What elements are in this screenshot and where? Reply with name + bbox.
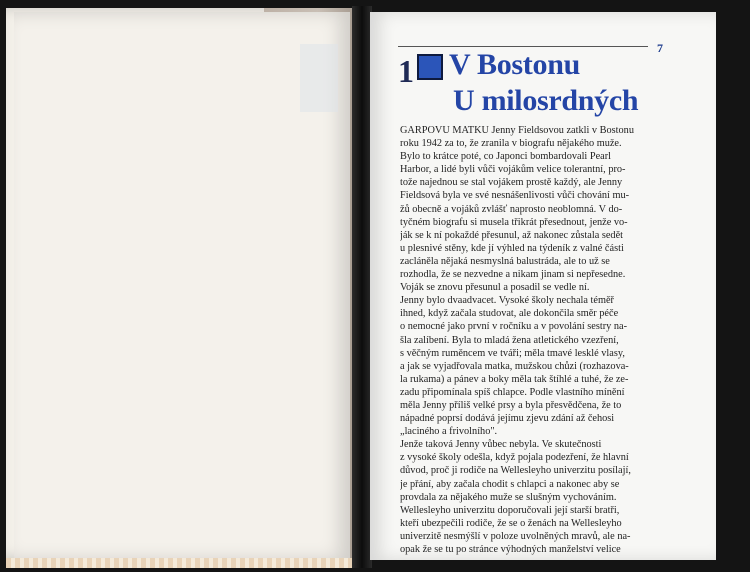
text-line: rozhodla, že se nezvedne a nikam jinam si nepřesedne. xyxy=(400,269,626,281)
text-line: o nemocné jako první v ročníku a v povolání sestry na- xyxy=(400,321,628,333)
chapter-title-line-2: U milosrdných xyxy=(453,84,639,117)
chapter-title-line-1: V Bostonu xyxy=(449,48,580,81)
text-line: zadu připomínala spíš chlapce. Podle vlastního mínění xyxy=(400,386,625,398)
text-line: a jak se vyjadřovala matka, mužskou chůzi (rozhazova- xyxy=(400,360,629,372)
text-line: zacláněla nějaká nesmyslná balustráda, ale to už se xyxy=(400,255,610,267)
text-line: je přání, aby začala chodit s chlapci a nakonec aby se xyxy=(400,478,620,490)
text-line: univerzitě nesmýšlí v poloze uvolněných mravů, ale na- xyxy=(400,530,631,542)
text-line: roku 1942 za to, že zranila v biografu nějakého muže. xyxy=(400,138,622,150)
chapter-rule xyxy=(398,46,648,47)
text-line: Jenže taková Jenny vůbec nebyla. Ve skutečnosti xyxy=(400,439,602,451)
text-line: Fieldsová byla ve své nesnášenlivosti vůči chování mu- xyxy=(400,190,630,202)
text-line: tyčném biografu si musela třikrát přesednout, jenže vo- xyxy=(400,216,628,228)
show-through-box xyxy=(300,44,338,112)
text-line: provdala za nějakého muže se slušným vychováním. xyxy=(400,491,617,503)
text-line: šla zalíbení. Byla to mladá žena atletického vzezření, xyxy=(400,334,619,346)
text-line: „laciného a frivolního". xyxy=(400,426,498,438)
chapter-number: 1 xyxy=(398,53,414,89)
page-number: 7 xyxy=(657,41,663,55)
text-line: opak že se tu po stránce výhodných manželství velice xyxy=(400,544,621,555)
text-line: u plesnivé stěny, kde jí výhled na týdeník z valné části xyxy=(400,242,624,254)
text-line: měla Jenny příliš velké prsy a byla přesvědčena, že to xyxy=(400,399,622,411)
text-line: žů obecně a vojáků zvlášť naprosto neoblomná. V do- xyxy=(400,203,623,215)
text-line: Wellesleyho univerzitu doporučovali její starší bratři, xyxy=(400,504,620,516)
body-text xyxy=(400,124,652,556)
book-gutter xyxy=(352,6,372,568)
text-line: Jenny bylo dvaadvacet. Vysoké školy nechala téměř xyxy=(400,295,614,307)
text-line: ják se k ní pokaždé přesunul, až nakonec zůstala sedět xyxy=(400,229,624,241)
text-line: GARPOVU MATKU Jenny Fieldsovou zatkli v Bostonu xyxy=(400,125,634,136)
text-line: la rukama) a pánev a boky měla tak štíhlé a tuhé, že ze- xyxy=(400,373,629,385)
text-line: důvod, proč ji rodiče na Wellesleyho univerzitu posílají, xyxy=(400,465,631,477)
text-line: nápadné poprsí dodává jejímu zjevu zdání až čehosi xyxy=(400,413,615,425)
text-line: ihned, když začala studovat, ale dokončila směr péče xyxy=(400,308,619,320)
text-line: s věčným ruměncem ve tváři; měla tmavé lesklé vlasy, xyxy=(400,347,625,359)
text-line: Voják se znovu přesunul a posadil se vedle ní. xyxy=(400,282,590,294)
page-edges xyxy=(6,558,356,568)
text-line: Harbor, a lidé byli vůči vojákům velice tolerantní, pro- xyxy=(400,164,626,176)
text-line: tože najednou se stal vojákem prostě každý, ale Jenny xyxy=(400,177,623,189)
chapter-square-icon xyxy=(417,54,443,80)
text-line: Bylo to krátce poté, co Japonci bombardovali Pearl xyxy=(400,151,612,163)
text-line: kteří ubezpečili rodiče, že se o ženách na Wellesleyho xyxy=(400,517,622,529)
text-line: z vysoké školy odešla, když pojala podezření, že hlavní xyxy=(400,452,629,464)
